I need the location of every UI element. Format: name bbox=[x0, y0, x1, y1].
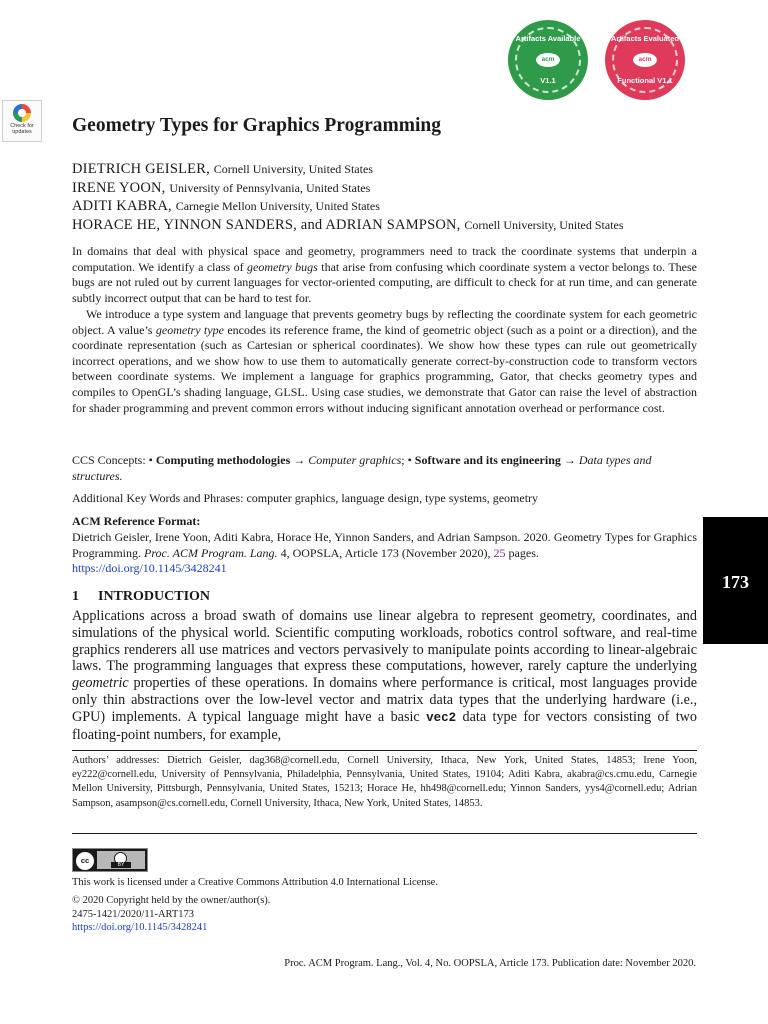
abstract-paragraph-2 bbox=[72, 307, 697, 416]
acm-logo-icon: acm bbox=[536, 53, 560, 67]
abstract-text: We introduce a type system and language that prevents geometry bugs by reflecting the coordinate system for each geometric object. A value’s bbox=[72, 307, 697, 337]
abstract-text: that arise from confusing which coordinate system a vector belongs to. These bugs are not ruled out by current languages for vector-oriented computing, are difficult to check for at run time, and can generate subtly incorrect output that can be hard to test for. bbox=[72, 259, 697, 305]
artifacts-evaluated-badge bbox=[605, 20, 685, 100]
paper-title: Geometry Types for Graphics Programming bbox=[72, 115, 442, 136]
ccs-arrow: → bbox=[290, 453, 309, 467]
reference-body: pages. bbox=[505, 545, 539, 560]
reference-pages-link[interactable]: 25 bbox=[493, 545, 506, 560]
author-line bbox=[72, 217, 624, 234]
authors-addresses: Authors’ addresses: Dietrich Geisler, dag368@cornell.edu, Cornell University, Ithaca, New York, United States, 14853; Irene Yoon, ey222@cornell.edu, University of Pennsylvania, Philadelphia, Pennsylvania, United States, 19104; Aditi Kabra, akabra@cs.cmu.edu, Carnegie Mellon University, Pittsburgh, Pennsylvania, United States, 15213; Horace He, hh498@cornell.edu; Yinnon Sanders, yys4@cornell.edu; Adrian Sampson, asampson@cs.cornell.edu, Cornell University, Ithaca, New York, United States, 14853. bbox=[72, 755, 697, 809]
author-affiliation: Cornell University, United States bbox=[464, 218, 624, 232]
section-title: INTRODUCTION bbox=[98, 589, 211, 604]
crossmark-icon bbox=[13, 104, 31, 122]
abstract-emphasis: geometry type bbox=[155, 322, 224, 337]
ccs-concept: Software and its engineering bbox=[414, 453, 561, 467]
abstract-emphasis: geometry bugs bbox=[247, 259, 318, 274]
author-affiliation: University of Pennsylvania, United States bbox=[169, 181, 371, 195]
ccs-concept: Computing methodologies bbox=[155, 453, 291, 467]
by-label: BY bbox=[111, 862, 131, 868]
author-affiliation: Cornell University, United States bbox=[213, 162, 373, 176]
reference-body: Dietrich Geisler, Irene Yoon, Aditi Kabra, Horace He, Yinnon Sanders, and Adrian Sampson. 2020. Geometry Types for Graphics Programming. bbox=[72, 530, 697, 560]
ccs-arrow: → bbox=[560, 453, 579, 467]
ccs-subconcept: Data types and structures. bbox=[72, 453, 652, 483]
section-number: 1 bbox=[72, 589, 79, 604]
author-name: IRENE YOON, bbox=[72, 180, 166, 196]
author-name: ADITI KABRA, bbox=[72, 198, 172, 214]
intro-text: properties of these operations. In domains where performance is critical, most languages provide only thin abstractions over the low-level vector and matrix data types that the underlying hardware (i.e., GPU) implements. A typical language might have a basic bbox=[72, 675, 697, 725]
intro-paragraph bbox=[72, 608, 697, 743]
intro-code: vec2 bbox=[426, 710, 457, 725]
author-name: DIETRICH GEISLER, bbox=[72, 161, 210, 177]
badge-bottom-label: V1.1 bbox=[540, 76, 556, 85]
license-doi-link[interactable]: https://doi.org/10.1145/3428241 bbox=[72, 922, 208, 933]
acm-logo-icon: acm bbox=[633, 53, 657, 67]
reference-text bbox=[72, 530, 697, 577]
ccs-separator: ; • bbox=[401, 453, 415, 467]
license-text: This work is licensed under a Creative Commons Attribution 4.0 International License. bbox=[72, 877, 438, 888]
author-affiliation: Carnegie Mellon University, United States bbox=[175, 199, 380, 213]
cc-by-license-badge[interactable] bbox=[72, 848, 148, 872]
reference-heading: ACM Reference Format: bbox=[72, 514, 201, 528]
badge-top-label: Artifacts Evaluated bbox=[611, 34, 679, 43]
author-name: HORACE HE, YINNON SANDERS, and ADRIAN SAMPSON, bbox=[72, 217, 461, 233]
cc-icon: cc bbox=[75, 851, 95, 871]
ccs-concepts bbox=[72, 453, 697, 484]
abstract-paragraph-1 bbox=[72, 244, 697, 306]
author-line bbox=[72, 180, 370, 197]
badge-top-label: Artifacts Available bbox=[515, 34, 581, 43]
abstract-text: In domains that deal with physical space and geometry, programmers need to track the coordinate systems that underpin a computation. We identify a class of bbox=[72, 244, 697, 274]
reference-body: 4, OOPSLA, Article 173 (November 2020), bbox=[277, 545, 494, 560]
copyright-line: © 2020 Copyright held by the owner/author(s). bbox=[72, 895, 271, 906]
reference-doi-link[interactable]: https://doi.org/10.1145/3428241 bbox=[72, 561, 227, 576]
footnote-rule bbox=[72, 750, 697, 751]
author-line bbox=[72, 198, 380, 215]
license-rule bbox=[72, 833, 697, 834]
ccs-subconcept: Computer graphics bbox=[308, 453, 402, 467]
check-for-updates-badge[interactable] bbox=[2, 100, 42, 142]
cc-badge-panel bbox=[97, 851, 145, 869]
author-line bbox=[72, 161, 373, 178]
artifacts-available-badge bbox=[508, 20, 588, 100]
badge-bottom-label: Functional V1.1 bbox=[617, 76, 673, 85]
intro-text: data type for vectors consisting of two floating-point numbers, for example, bbox=[72, 708, 697, 743]
issn-line: 2475-1421/2020/11-ART173 bbox=[72, 909, 195, 920]
intro-emphasis: geometric bbox=[72, 675, 129, 692]
check-for-updates-label: Check for updates bbox=[10, 123, 34, 135]
reference-journal: Proc. ACM Program. Lang. bbox=[144, 545, 278, 560]
intro-text: Applications across a broad swath of domains use linear algebra to represent geometry, coordinates, and simulations of the physical world. Scientific computing workloads, robotics control software, and real-time graphics renderers all use matrices and vectors pervasively to manipulate points according to linear-algebraic laws. The programming languages that express these computations, however, rarely capture the underlying bbox=[72, 608, 697, 675]
ccs-label: CCS Concepts: • bbox=[72, 453, 156, 467]
article-number-tab bbox=[703, 517, 768, 644]
article-number: 173 bbox=[722, 572, 749, 592]
page-footer: Proc. ACM Program. Lang., Vol. 4, No. OOPSLA, Article 173. Publication date: November 2020. bbox=[284, 958, 696, 969]
keywords: Additional Key Words and Phrases: computer graphics, language design, type systems, geometry bbox=[72, 491, 539, 505]
abstract-text: encodes its reference frame, the kind of geometric object (such as a point or a direction), and the coordinate representation (such as Cartesian or spherical coordinates). We show how these types can rule out geometrically incorrect operations, and we show how to use them to automatically generate correct-by-construction code to transform vectors between coordinate systems. We implement a language for graphics programming, Gator, that checks geometry types and compiles to OpenGL’s shading language, GLSL. Using case studies, we demonstrate that Gator can raise the level of abstraction for shader programming and prevent common errors without inducing significant annotation overhead or performance cost. bbox=[72, 322, 698, 415]
